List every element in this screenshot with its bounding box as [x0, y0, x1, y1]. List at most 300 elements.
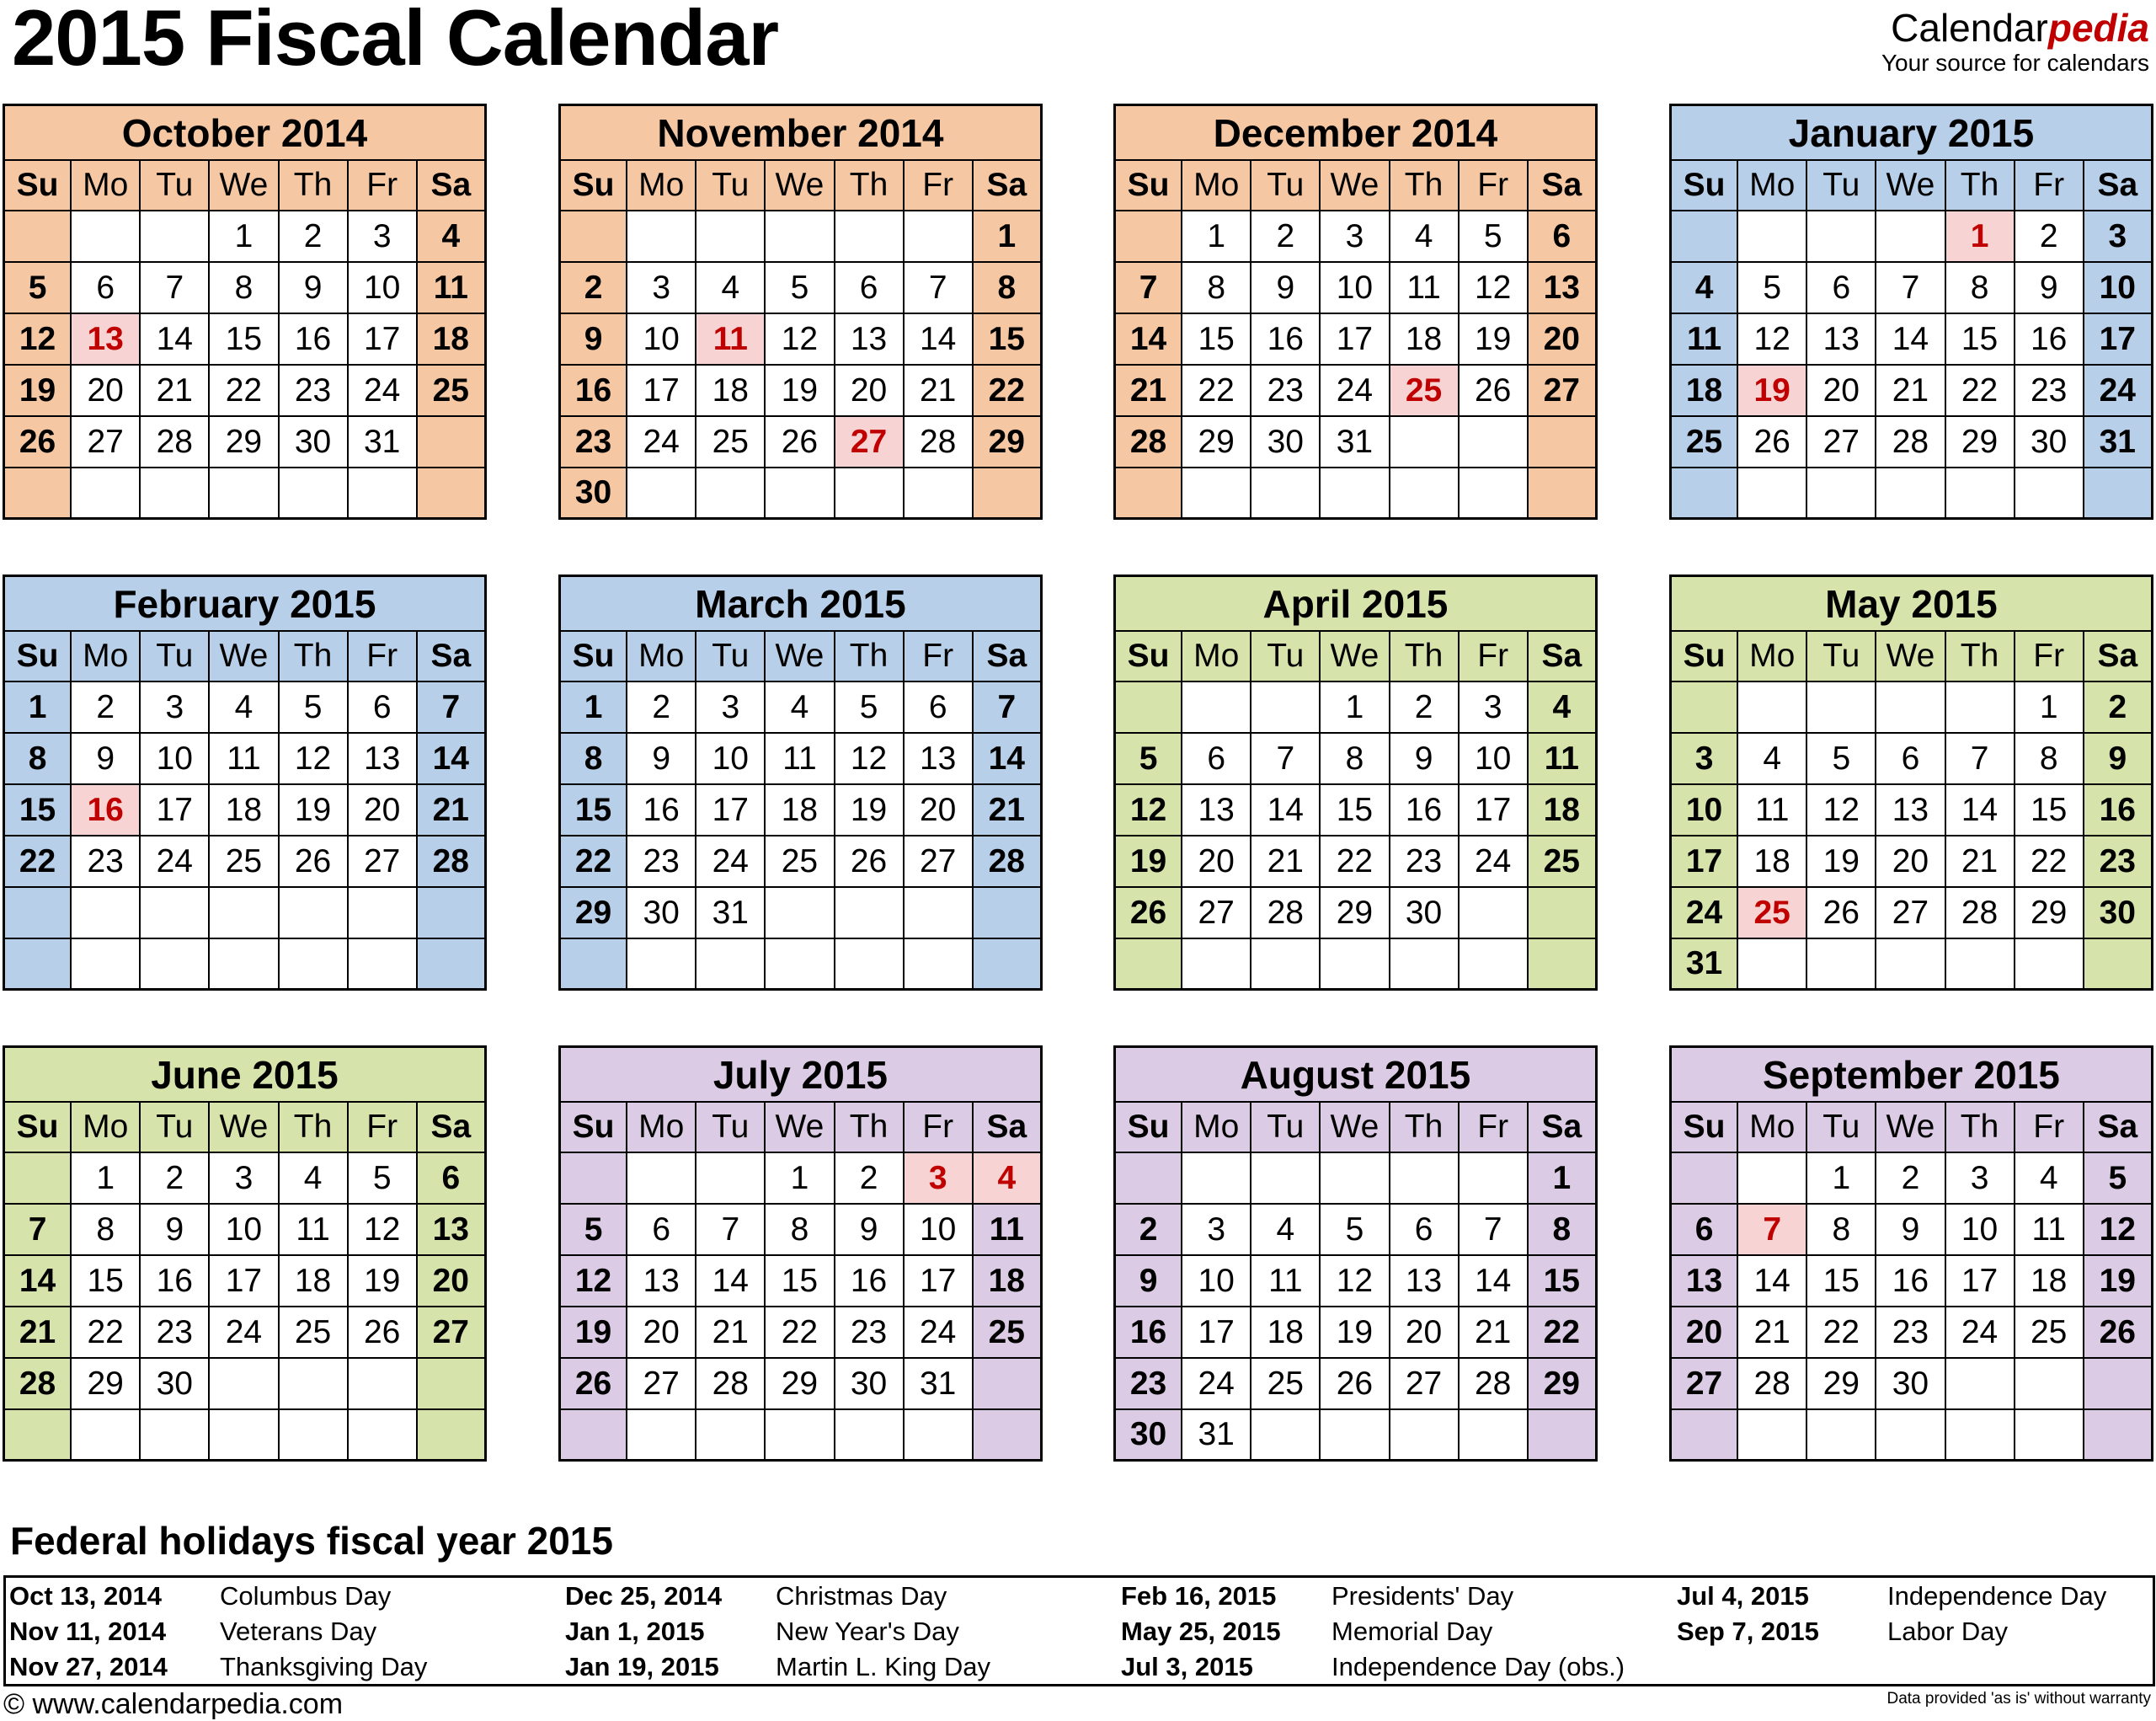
empty-day-cell: [210, 468, 279, 520]
day-cell: 8: [2015, 734, 2084, 785]
day-cell: 14: [1113, 314, 1182, 366]
day-cell: 13: [1876, 785, 1945, 836]
weekday-header: Mo: [1182, 161, 1251, 211]
empty-day-cell: [1460, 417, 1529, 468]
day-cell: 25: [1529, 836, 1598, 888]
empty-day-cell: [1251, 1410, 1321, 1462]
weekday-header: Fr: [349, 161, 418, 211]
empty-day-cell: [1460, 1153, 1529, 1205]
empty-day-cell: [3, 939, 72, 991]
day-cell: 18: [1251, 1307, 1321, 1359]
holiday-day-cell: 7: [1738, 1205, 1807, 1256]
empty-day-cell: [905, 888, 974, 939]
empty-day-cell: [1113, 1153, 1182, 1205]
day-cell: 23: [1390, 836, 1460, 888]
holidays-title: Federal holidays fiscal year 2015: [10, 1519, 613, 1563]
month-calendar: [1669, 104, 2153, 520]
day-cell: 2: [1251, 211, 1321, 263]
day-cell: 10: [696, 734, 766, 785]
day-cell: 8: [1321, 734, 1390, 785]
empty-day-cell: [141, 939, 210, 991]
empty-day-cell: [1460, 939, 1529, 991]
day-cell: 11: [1390, 263, 1460, 314]
day-cell: 30: [2015, 417, 2084, 468]
empty-day-cell: [1738, 1410, 1807, 1462]
day-cell: 26: [835, 836, 905, 888]
holiday-entry: [565, 1579, 947, 1613]
month-title: October 2014: [3, 104, 487, 161]
day-cell: 25: [766, 836, 835, 888]
month-title: June 2015: [3, 1045, 487, 1103]
day-cell: 5: [1738, 263, 1807, 314]
day-cell: 13: [627, 1256, 696, 1307]
day-cell: 16: [1113, 1307, 1182, 1359]
day-cell: 8: [1946, 263, 2015, 314]
day-cell: 21: [141, 366, 210, 417]
day-cell: 18: [280, 1256, 349, 1307]
day-cell: 19: [558, 1307, 627, 1359]
day-cell: 17: [1946, 1256, 2015, 1307]
weekday-header: Fr: [1460, 161, 1529, 211]
day-cell: 20: [1876, 836, 1945, 888]
day-cell: 20: [72, 366, 141, 417]
empty-day-cell: [3, 468, 72, 520]
holiday-day-cell: 13: [72, 314, 141, 366]
empty-day-cell: [1390, 417, 1460, 468]
day-cell: 19: [3, 366, 72, 417]
empty-day-cell: [696, 1410, 766, 1462]
day-cell: 31: [349, 417, 418, 468]
weekday-header: Su: [3, 632, 72, 682]
empty-day-cell: [141, 888, 210, 939]
day-cell: 14: [1460, 1256, 1529, 1307]
holiday-date: Nov 11, 2014: [9, 1617, 167, 1646]
day-cell: 19: [1807, 836, 1876, 888]
day-cell: 3: [696, 682, 766, 734]
empty-day-cell: [1946, 1359, 2015, 1410]
weekday-header: We: [1321, 1103, 1390, 1153]
weekday-header: Tu: [1251, 161, 1321, 211]
day-cell: 27: [349, 836, 418, 888]
day-cell: 5: [835, 682, 905, 734]
day-cell: 30: [1113, 1410, 1182, 1462]
day-cell: 21: [1946, 836, 2015, 888]
day-cell: 2: [2015, 211, 2084, 263]
day-cell: 16: [1876, 1256, 1945, 1307]
empty-day-cell: [1182, 1153, 1251, 1205]
month-title: January 2015: [1669, 104, 2153, 161]
empty-day-cell: [835, 468, 905, 520]
month-title: July 2015: [558, 1045, 1043, 1103]
day-cell: 3: [210, 1153, 279, 1205]
empty-day-cell: [1946, 1410, 2015, 1462]
day-cell: 10: [905, 1205, 974, 1256]
day-cell: 3: [1946, 1153, 2015, 1205]
weekday-header: We: [1876, 1103, 1945, 1153]
holiday-day-cell: 16: [72, 785, 141, 836]
day-cell: 29: [1807, 1359, 1876, 1410]
day-cell: 18: [2015, 1256, 2084, 1307]
empty-day-cell: [558, 939, 627, 991]
day-cell: 2: [72, 682, 141, 734]
weekday-header: Th: [835, 1103, 905, 1153]
weekday-header: Tu: [696, 161, 766, 211]
day-cell: 5: [1321, 1205, 1390, 1256]
empty-day-cell: [72, 1410, 141, 1462]
day-cell: 4: [696, 263, 766, 314]
day-cell: 14: [3, 1256, 72, 1307]
holiday-day-cell: 1: [1946, 211, 2015, 263]
empty-day-cell: [974, 888, 1043, 939]
day-cell: 2: [1113, 1205, 1182, 1256]
day-cell: 19: [349, 1256, 418, 1307]
weekday-header: Sa: [1529, 632, 1598, 682]
weekday-header: We: [766, 1103, 835, 1153]
empty-day-cell: [558, 1153, 627, 1205]
day-cell: 15: [974, 314, 1043, 366]
holiday-date: Jan 19, 2015: [565, 1652, 719, 1681]
day-cell: 3: [627, 263, 696, 314]
empty-day-cell: [696, 211, 766, 263]
holiday-name: Columbus Day: [220, 1581, 392, 1611]
day-cell: 24: [1669, 888, 1738, 939]
day-cell: 5: [280, 682, 349, 734]
day-cell: 4: [2015, 1153, 2084, 1205]
day-cell: 27: [72, 417, 141, 468]
weekday-header: Mo: [1738, 161, 1807, 211]
day-cell: 21: [1251, 836, 1321, 888]
day-cell: 23: [280, 366, 349, 417]
day-cell: 16: [558, 366, 627, 417]
day-cell: 17: [1321, 314, 1390, 366]
day-cell: 19: [1321, 1307, 1390, 1359]
day-cell: 14: [696, 1256, 766, 1307]
day-cell: 5: [3, 263, 72, 314]
empty-day-cell: [1321, 1153, 1390, 1205]
day-cell: 1: [558, 682, 627, 734]
empty-day-cell: [905, 468, 974, 520]
day-cell: 21: [974, 785, 1043, 836]
empty-day-cell: [1946, 939, 2015, 991]
month-calendar: [1113, 104, 1598, 520]
weekday-header: Tu: [141, 1103, 210, 1153]
day-cell: 20: [905, 785, 974, 836]
day-cell: 22: [3, 836, 72, 888]
month-calendar: [3, 104, 487, 520]
empty-day-cell: [1113, 468, 1182, 520]
day-cell: 7: [1876, 263, 1945, 314]
day-cell: 20: [349, 785, 418, 836]
day-cell: 22: [1321, 836, 1390, 888]
month-calendar: [1113, 575, 1598, 991]
day-cell: 3: [1321, 211, 1390, 263]
day-cell: 23: [2015, 366, 2084, 417]
weekday-header: Th: [1390, 632, 1460, 682]
empty-day-cell: [280, 939, 349, 991]
empty-day-cell: [1807, 211, 1876, 263]
empty-day-cell: [1390, 939, 1460, 991]
day-cell: 28: [1251, 888, 1321, 939]
day-cell: 10: [627, 314, 696, 366]
day-cell: 12: [558, 1256, 627, 1307]
weekday-header: We: [1321, 161, 1390, 211]
weekday-header: Th: [1946, 1103, 2015, 1153]
day-cell: 29: [210, 417, 279, 468]
day-cell: 20: [627, 1307, 696, 1359]
month-title: April 2015: [1113, 575, 1598, 632]
empty-day-cell: [1460, 1410, 1529, 1462]
empty-day-cell: [349, 1410, 418, 1462]
day-cell: 27: [1876, 888, 1945, 939]
day-cell: 14: [1876, 314, 1945, 366]
day-cell: 4: [210, 682, 279, 734]
holiday-date: May 25, 2015: [1121, 1617, 1281, 1646]
day-cell: 3: [1669, 734, 1738, 785]
month-calendar: [1113, 1045, 1598, 1462]
empty-day-cell: [1460, 888, 1529, 939]
holiday-name: Martin L. King Day: [776, 1652, 990, 1681]
day-cell: 21: [3, 1307, 72, 1359]
holiday-date: Jul 3, 2015: [1121, 1652, 1253, 1681]
weekday-header: Fr: [349, 632, 418, 682]
day-cell: 9: [1876, 1205, 1945, 1256]
day-cell: 28: [905, 417, 974, 468]
day-cell: 7: [1251, 734, 1321, 785]
empty-day-cell: [280, 468, 349, 520]
day-cell: 30: [1876, 1359, 1945, 1410]
weekday-header: Th: [1390, 1103, 1460, 1153]
weekday-header: Sa: [1529, 161, 1598, 211]
day-cell: 22: [2015, 836, 2084, 888]
day-cell: 9: [1113, 1256, 1182, 1307]
day-cell: 12: [1113, 785, 1182, 836]
day-cell: 6: [1669, 1205, 1738, 1256]
month-title: December 2014: [1113, 104, 1598, 161]
holiday-day-cell: 25: [1738, 888, 1807, 939]
weekday-header: Sa: [418, 1103, 487, 1153]
day-cell: 11: [1529, 734, 1598, 785]
month-calendar: [558, 1045, 1043, 1462]
day-cell: 12: [1321, 1256, 1390, 1307]
day-cell: 10: [1182, 1256, 1251, 1307]
day-cell: 18: [1669, 366, 1738, 417]
weekday-header: Sa: [974, 632, 1043, 682]
empty-day-cell: [210, 939, 279, 991]
weekday-header: Su: [558, 161, 627, 211]
weekday-header: Tu: [1807, 632, 1876, 682]
weekday-header: Sa: [2084, 161, 2153, 211]
day-cell: 13: [905, 734, 974, 785]
day-cell: 7: [1113, 263, 1182, 314]
day-cell: 27: [1807, 417, 1876, 468]
month-calendar: [1669, 575, 2153, 991]
weekday-header: Fr: [2015, 632, 2084, 682]
day-cell: 3: [1460, 682, 1529, 734]
empty-day-cell: [974, 1359, 1043, 1410]
day-cell: 5: [766, 263, 835, 314]
day-cell: 4: [1251, 1205, 1321, 1256]
day-cell: 26: [1113, 888, 1182, 939]
day-cell: 4: [280, 1153, 349, 1205]
day-cell: 8: [1529, 1205, 1598, 1256]
day-cell: 16: [1390, 785, 1460, 836]
month-calendar: [1669, 1045, 2153, 1462]
day-cell: 15: [1182, 314, 1251, 366]
empty-day-cell: [627, 1153, 696, 1205]
day-cell: 22: [1807, 1307, 1876, 1359]
day-cell: 20: [835, 366, 905, 417]
holiday-date: Dec 25, 2014: [565, 1581, 723, 1611]
day-cell: 8: [210, 263, 279, 314]
day-cell: 5: [349, 1153, 418, 1205]
holiday-name: Memorial Day: [1331, 1617, 1493, 1646]
day-cell: 26: [1738, 417, 1807, 468]
day-cell: 22: [210, 366, 279, 417]
empty-day-cell: [1738, 939, 1807, 991]
day-cell: 31: [1321, 417, 1390, 468]
weekday-header: Su: [3, 161, 72, 211]
empty-day-cell: [905, 211, 974, 263]
day-cell: 19: [1113, 836, 1182, 888]
day-cell: 28: [1876, 417, 1945, 468]
day-cell: 17: [627, 366, 696, 417]
day-cell: 22: [766, 1307, 835, 1359]
weekday-header: Tu: [1251, 632, 1321, 682]
empty-day-cell: [1529, 417, 1598, 468]
empty-day-cell: [1738, 682, 1807, 734]
day-cell: 29: [2015, 888, 2084, 939]
empty-day-cell: [974, 939, 1043, 991]
day-cell: 14: [1251, 785, 1321, 836]
empty-day-cell: [1946, 468, 2015, 520]
day-cell: 19: [1460, 314, 1529, 366]
empty-day-cell: [1669, 468, 1738, 520]
empty-day-cell: [349, 468, 418, 520]
day-cell: 2: [1876, 1153, 1945, 1205]
weekday-header: Mo: [1738, 632, 1807, 682]
day-cell: 10: [210, 1205, 279, 1256]
day-cell: 27: [1529, 366, 1598, 417]
empty-day-cell: [558, 1410, 627, 1462]
day-cell: 27: [1390, 1359, 1460, 1410]
day-cell: 30: [280, 417, 349, 468]
day-cell: 9: [2084, 734, 2153, 785]
day-cell: 6: [1390, 1205, 1460, 1256]
empty-day-cell: [835, 888, 905, 939]
day-cell: 1: [1182, 211, 1251, 263]
empty-day-cell: [1390, 1153, 1460, 1205]
day-cell: 19: [280, 785, 349, 836]
day-cell: 17: [696, 785, 766, 836]
empty-day-cell: [1669, 682, 1738, 734]
holiday-entry: [565, 1650, 990, 1684]
day-cell: 20: [1390, 1307, 1460, 1359]
holiday-day-cell: 3: [905, 1153, 974, 1205]
day-cell: 8: [974, 263, 1043, 314]
footer-url[interactable]: © www.calendarpedia.com: [3, 1688, 344, 1720]
day-cell: 3: [349, 211, 418, 263]
empty-day-cell: [210, 888, 279, 939]
day-cell: 18: [1390, 314, 1460, 366]
day-cell: 12: [1460, 263, 1529, 314]
day-cell: 1: [766, 1153, 835, 1205]
weekday-header: Su: [558, 1103, 627, 1153]
day-cell: 8: [558, 734, 627, 785]
weekday-header: Sa: [1529, 1103, 1598, 1153]
brand-logo[interactable]: [1881, 5, 2149, 76]
day-cell: 7: [141, 263, 210, 314]
day-cell: 11: [210, 734, 279, 785]
empty-day-cell: [1321, 468, 1390, 520]
month-title: May 2015: [1669, 575, 2153, 632]
day-cell: 2: [2084, 682, 2153, 734]
day-cell: 14: [418, 734, 487, 785]
empty-day-cell: [1529, 1410, 1598, 1462]
day-cell: 10: [141, 734, 210, 785]
day-cell: 18: [974, 1256, 1043, 1307]
day-cell: 7: [696, 1205, 766, 1256]
empty-day-cell: [280, 1410, 349, 1462]
empty-day-cell: [1807, 1410, 1876, 1462]
day-cell: 13: [1390, 1256, 1460, 1307]
day-cell: 30: [1390, 888, 1460, 939]
holiday-name: New Year's Day: [776, 1617, 959, 1646]
empty-day-cell: [1807, 468, 1876, 520]
day-cell: 7: [3, 1205, 72, 1256]
day-cell: 15: [2015, 785, 2084, 836]
empty-day-cell: [1738, 1153, 1807, 1205]
empty-day-cell: [72, 888, 141, 939]
holiday-date: Jan 1, 2015: [565, 1617, 705, 1646]
day-cell: 27: [627, 1359, 696, 1410]
day-cell: 28: [974, 836, 1043, 888]
day-cell: 13: [349, 734, 418, 785]
empty-day-cell: [1251, 682, 1321, 734]
empty-day-cell: [766, 939, 835, 991]
day-cell: 11: [280, 1205, 349, 1256]
day-cell: 18: [696, 366, 766, 417]
month-title: September 2015: [1669, 1045, 2153, 1103]
day-cell: 22: [974, 366, 1043, 417]
day-cell: 13: [1669, 1256, 1738, 1307]
weekday-header: Fr: [905, 632, 974, 682]
day-cell: 12: [766, 314, 835, 366]
day-cell: 7: [418, 682, 487, 734]
weekday-header: Th: [1946, 632, 2015, 682]
brand-tagline: Your source for calendars: [1881, 50, 2149, 76]
day-cell: 1: [1321, 682, 1390, 734]
weekday-header: Fr: [1460, 632, 1529, 682]
day-cell: 11: [2015, 1205, 2084, 1256]
day-cell: 12: [1807, 785, 1876, 836]
weekday-header: Fr: [2015, 161, 2084, 211]
weekday-header: Sa: [418, 632, 487, 682]
day-cell: 28: [1460, 1359, 1529, 1410]
empty-day-cell: [3, 211, 72, 263]
day-cell: 14: [1738, 1256, 1807, 1307]
day-cell: 12: [349, 1205, 418, 1256]
day-cell: 18: [418, 314, 487, 366]
holidays-table: [3, 1575, 2155, 1686]
day-cell: 12: [2084, 1205, 2153, 1256]
day-cell: 28: [696, 1359, 766, 1410]
empty-day-cell: [1529, 888, 1598, 939]
day-cell: 3: [1182, 1205, 1251, 1256]
day-cell: 4: [418, 211, 487, 263]
empty-day-cell: [696, 1153, 766, 1205]
empty-day-cell: [1390, 468, 1460, 520]
day-cell: 10: [1669, 785, 1738, 836]
